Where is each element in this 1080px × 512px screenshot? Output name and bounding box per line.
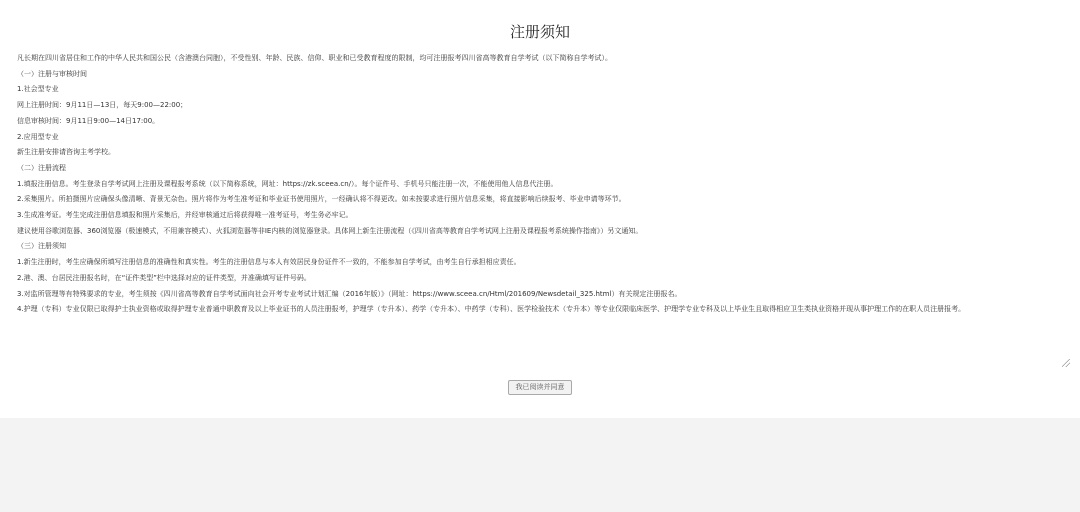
notice-line: 网上注册时间：9月11日—13日，每天9:00—22:00；	[17, 101, 188, 110]
notice-line: 2.应用型专业	[17, 132, 59, 141]
notice-intro: 凡长期在四川省居住和工作的中华人民共和国公民（含港澳台同胞），不受性别、年龄、民族、信仰、职业和已受教育程度的限制，均可注册报考四川省高等教育自学考试（以下简称自学考试）。	[17, 54, 612, 62]
notice-line: 2.采集照片。所拍摄照片应确保头像清晰、背景无杂色。照片将作为考生准考证和毕业证书使用照片，一经确认将不得更改。如未按要求进行照片信息采集，将直接影响后续报考、毕业申请等环节。	[17, 195, 626, 204]
section-heading: （二）注册流程	[17, 163, 66, 172]
notice-line: 信息审核时间：9月11日9:00—14日17:00。	[17, 116, 160, 125]
notice-line: 建议使用谷歌浏览器、360浏览器（极速模式，不用兼容模式）、火狐浏览器等非IE内核的浏览器登录。具体网上新生注册流程（《四川省高等教育自学考试网上注册及课程报考系统操作指南》）另文通知。	[17, 226, 643, 235]
textarea-resize-grip-icon[interactable]	[1062, 359, 1070, 367]
page-title: 注册须知	[509, 23, 570, 41]
notice-line: 2.港、澳、台居民注册报名时，在“证件类型”栏中选择对应的证件类型，并准确填写证件号码。	[17, 273, 311, 282]
notice-line: 3.对监所管理等有特殊要求的专业，考生须按《四川省高等教育自学考试面向社会开考专业考试计划汇编（2016年版）》（网址：https://www.sceea.cn/Html/201609/Newsdetail_325.html）有关规定注册报名。	[17, 289, 682, 298]
notice-line: 新生注册安排请咨询主考学校。	[17, 148, 115, 157]
notice-line: 3.生成准考证。考生完成注册信息填报和照片采集后，并经审核通过后将获得唯一准考证号，考生务必牢记。	[17, 211, 353, 220]
notice-line: 1.新生注册时，考生应确保所填写注册信息的准确性和真实性。考生的注册信息与本人有效居民身份证件不一致的，不能参加自学考试，由考生自行承担相应责任。	[17, 258, 521, 267]
notice-line: 1.填报注册信息。考生登录自学考试网上注册及课程报考系统（以下简称系统，网址：https://zk.sceea.cn/）。每个证件号、手机号只能注册一次，不能使用他人信息代注册。	[17, 179, 558, 188]
notice-line: 1.社会型专业	[17, 85, 59, 94]
notice-textarea[interactable]	[17, 51, 1070, 366]
section-heading: （三）注册须知	[17, 242, 66, 251]
section-heading: （一）注册与审核时间	[17, 69, 87, 78]
agree-button[interactable]: 我已阅读并同意	[508, 380, 572, 395]
notice-line: 4.护理（专科）专业仅限已取得护士执业资格或取得护理专业普通中职教育及以上毕业证书的人员注册报考，护理学（专升本）、药学（专升本）、中药学（专科）、医学检验技术（专升本）等专业仅限临床医学、护理学专业专科及以上毕业生且取得相应卫生类执业资格并现从事护理工作的在职人员注册报考。	[17, 305, 966, 314]
